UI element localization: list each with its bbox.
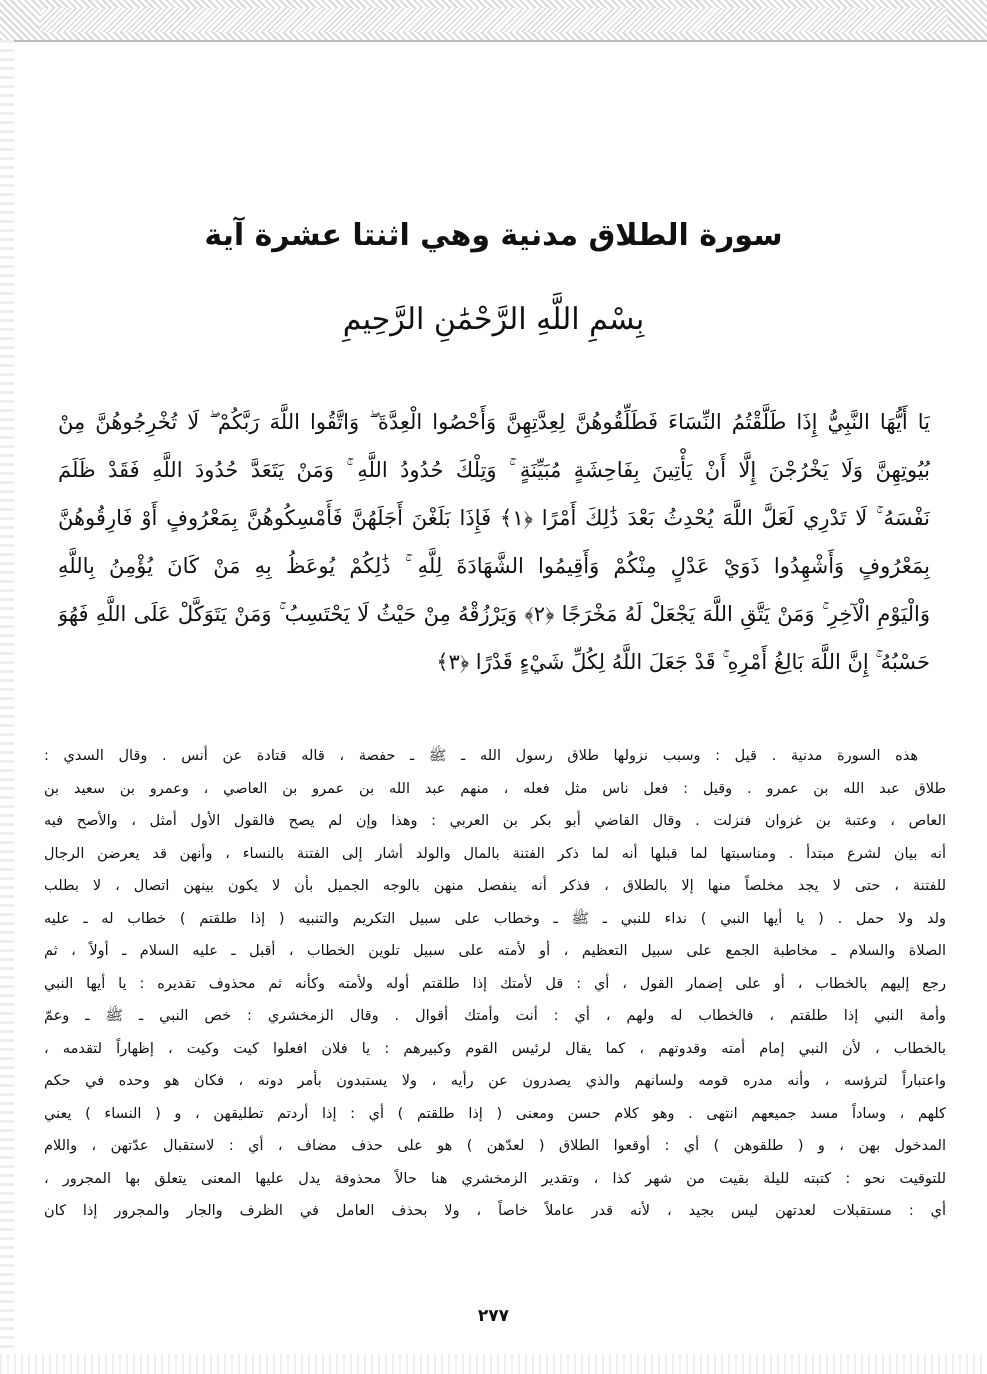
- verse-line: يَا أَيُّهَا النَّبِيُّ إِذَا طَلَّقْتُمُ النِّسَاءَ فَطَلِّقُوهُنَّ لِعِدَّتِهِنَّ وَأَحْصُوا الْعِدَّةَ ۖ وَاتَّقُوا اللَّهَ رَبَّكُمْ ۖ لَا تُخْرِجُوهُنَّ مِنْ: [58, 410, 930, 434]
- basmala: بِسْمِ اللَّهِ الرَّحْمَٰنِ الرَّحِيمِ: [342, 302, 645, 337]
- commentary-line: الصلاة والسلام ـ مخاطبة الجمع على سبيل التعظيم ، أو لأمته على سبيل تلوين الخطاب ، أقبل ـ عليه السلام ـ أولاً ، ثم: [44, 943, 946, 959]
- commentary-line: بالخطاب ، لأن النبي إمام أمته وقدوتهم ، كما يقال لرئيس القوم وكبيرهم : يا فلان افعلوا كيت وكيت ، إظهاراً لتقدمه ،: [44, 1040, 946, 1057]
- commentary-line: كلهم ، وساداً مسد جميعهم انتهى . وهو كلام حسن ومعنى ( إذا طلقتم ) أي : إذا أردتم تطليقهن ، و ( النساء ) يعني: [44, 1105, 946, 1122]
- verse-line: وَالْيَوْمِ الْآخِرِ ۚ وَمَنْ يَتَّقِ اللَّهَ يَجْعَلْ لَهُ مَخْرَجًا ﴿٢﴾ وَيَرْزُقْهُ مِنْ حَيْثُ لَا يَحْتَسِبُ ۚ وَمَنْ يَتَوَكَّلْ عَلَى اللَّهِ فَهُوَ: [58, 602, 930, 626]
- scan-edge-bottom: [0, 1354, 987, 1374]
- surah-title: سورة الطلاق مدنية وهي اثنتا عشرة آية: [204, 218, 783, 253]
- commentary-line: هذه السورة مدنية . قيل : وسبب نزولها طلاق رسول الله ـ ﷺ ـ حفصة ، قاله قتادة عن أنس . وقال السدي :: [44, 748, 918, 764]
- verse-line: نَفْسَهُ ۚ لَا تَدْرِي لَعَلَّ اللَّهَ يُحْدِثُ بَعْدَ ذَٰلِكَ أَمْرًا ﴿١﴾ فَإِذَا بَلَغْنَ أَجَلَهُنَّ فَأَمْسِكُوهُنَّ بِمَعْرُوفٍ أَوْ فَارِقُوهُنَّ: [58, 506, 930, 530]
- commentary-line: العاص ، وعتبة بن غزوان فنزلت . وقال القاضي أبو بكر بن العربي : وهذا وإن لم يصح فالقول الأول أمثل ، والأصح فيه: [44, 813, 946, 829]
- commentary-line: واعتباراً لترؤسه ، وأنه مدره قومه ولسانهم والذي يصدرون عن رأيه ، ولا يستبدون بأمر دونه ، فكان هو وحده في حكم: [44, 1073, 946, 1089]
- commentary-line: وأمة النبي إذا طلقتم ، فالخطاب له ولهم ، أي : أنت وأمتك أقوال . وقال الزمخشري : خص النبي ـ ﷺ ـ وعمّ: [44, 1008, 946, 1024]
- verse-line: حَسْبُهُ ۚ إِنَّ اللَّهَ بَالِغُ أَمْرِهِ ۚ قَدْ جَعَلَ اللَّهُ لِكُلِّ شَيْءٍ قَدْرًا ﴿٣﴾: [436, 650, 930, 674]
- commentary-line: ولد ولا حمل . ( يا أيها النبي ) نداء للنبي ـ ﷺ ـ وخطاب على سبيل التكريم والتنبيه ( إذا طلقتم ) خطاب له ـ عليه: [44, 910, 946, 927]
- commentary-line: أنه بيان لشرع مبتدأ . ومناسبتها لما قبلها أنه لما ذكر الفتنة بالمال والولد أشار إلى الفتنة بالنساء ، وأنهن قد يعرضن الرجال: [44, 845, 946, 862]
- commentary-line: رجع إليهم بالخطاب ، أو على إضمار القول ، أي : قل لأمتك إذا طلقتم أوله ولأمته وكأنه ثم محذوف تقديره : يا أيها النبي: [44, 975, 946, 992]
- commentary-line: المدخول بهن ، و ( طلقوهن ) أي : أوقعوا الطلاق ( لعدّهن ) هو على حذف مضاف ، أي : لاستقبال عدّتهن ، واللام: [44, 1138, 946, 1154]
- verse-line: بُيُوتِهِنَّ وَلَا يَخْرُجْنَ إِلَّا أَنْ يَأْتِينَ بِفَاحِشَةٍ مُبَيِّنَةٍ ۚ وَتِلْكَ حُدُودُ اللَّهِ ۚ وَمَنْ يَتَعَدَّ حُدُودَ اللَّهِ فَقَدْ ظَلَمَ: [58, 458, 930, 482]
- decorative-top-border: [0, 0, 987, 42]
- commentary-line: طلاق عبد الله بن عمرو . وقيل : فعل ناس مثل فعله ، منهم عبد الله بن عمرو بن العاصي ، وعمرو بن سعيد بن: [44, 780, 946, 797]
- commentary-line: أي : مستقبلات لعدتهن ليس بجيد ، لأنه قدر عاملاً خاصاً ، ولا بحذف العامل في الظرف والجار والمجرور إذا كان: [44, 1203, 946, 1219]
- page-number: ٢٧٧: [477, 1306, 510, 1326]
- quran-verses: [58, 398, 930, 686]
- commentary-line: للفتنة ، حتى لا يجد مخلصاً منها إلا بالطلاق ، فذكر أنه ينفصل منهن بالوجه الجميل بأن لا يكون بينهن اتصال ، لا بطلب: [44, 878, 946, 894]
- commentary: [44, 740, 946, 1228]
- commentary-line: للتوقيت نحو : كتبته لليلة بقيت من شهر كذا ، وتقدير الزمخشري هنا حالاً محذوفة يدل عليها المعنى يتعلق بها المجرور ،: [44, 1170, 946, 1187]
- verse-line: بِمَعْرُوفٍ وَأَشْهِدُوا ذَوَيْ عَدْلٍ مِنْكُمْ وَأَقِيمُوا الشَّهَادَةَ لِلَّهِ ۚ ذَٰلِكُمْ يُوعَظُ بِهِ مَنْ كَانَ يُؤْمِنُ بِاللَّهِ: [58, 554, 930, 578]
